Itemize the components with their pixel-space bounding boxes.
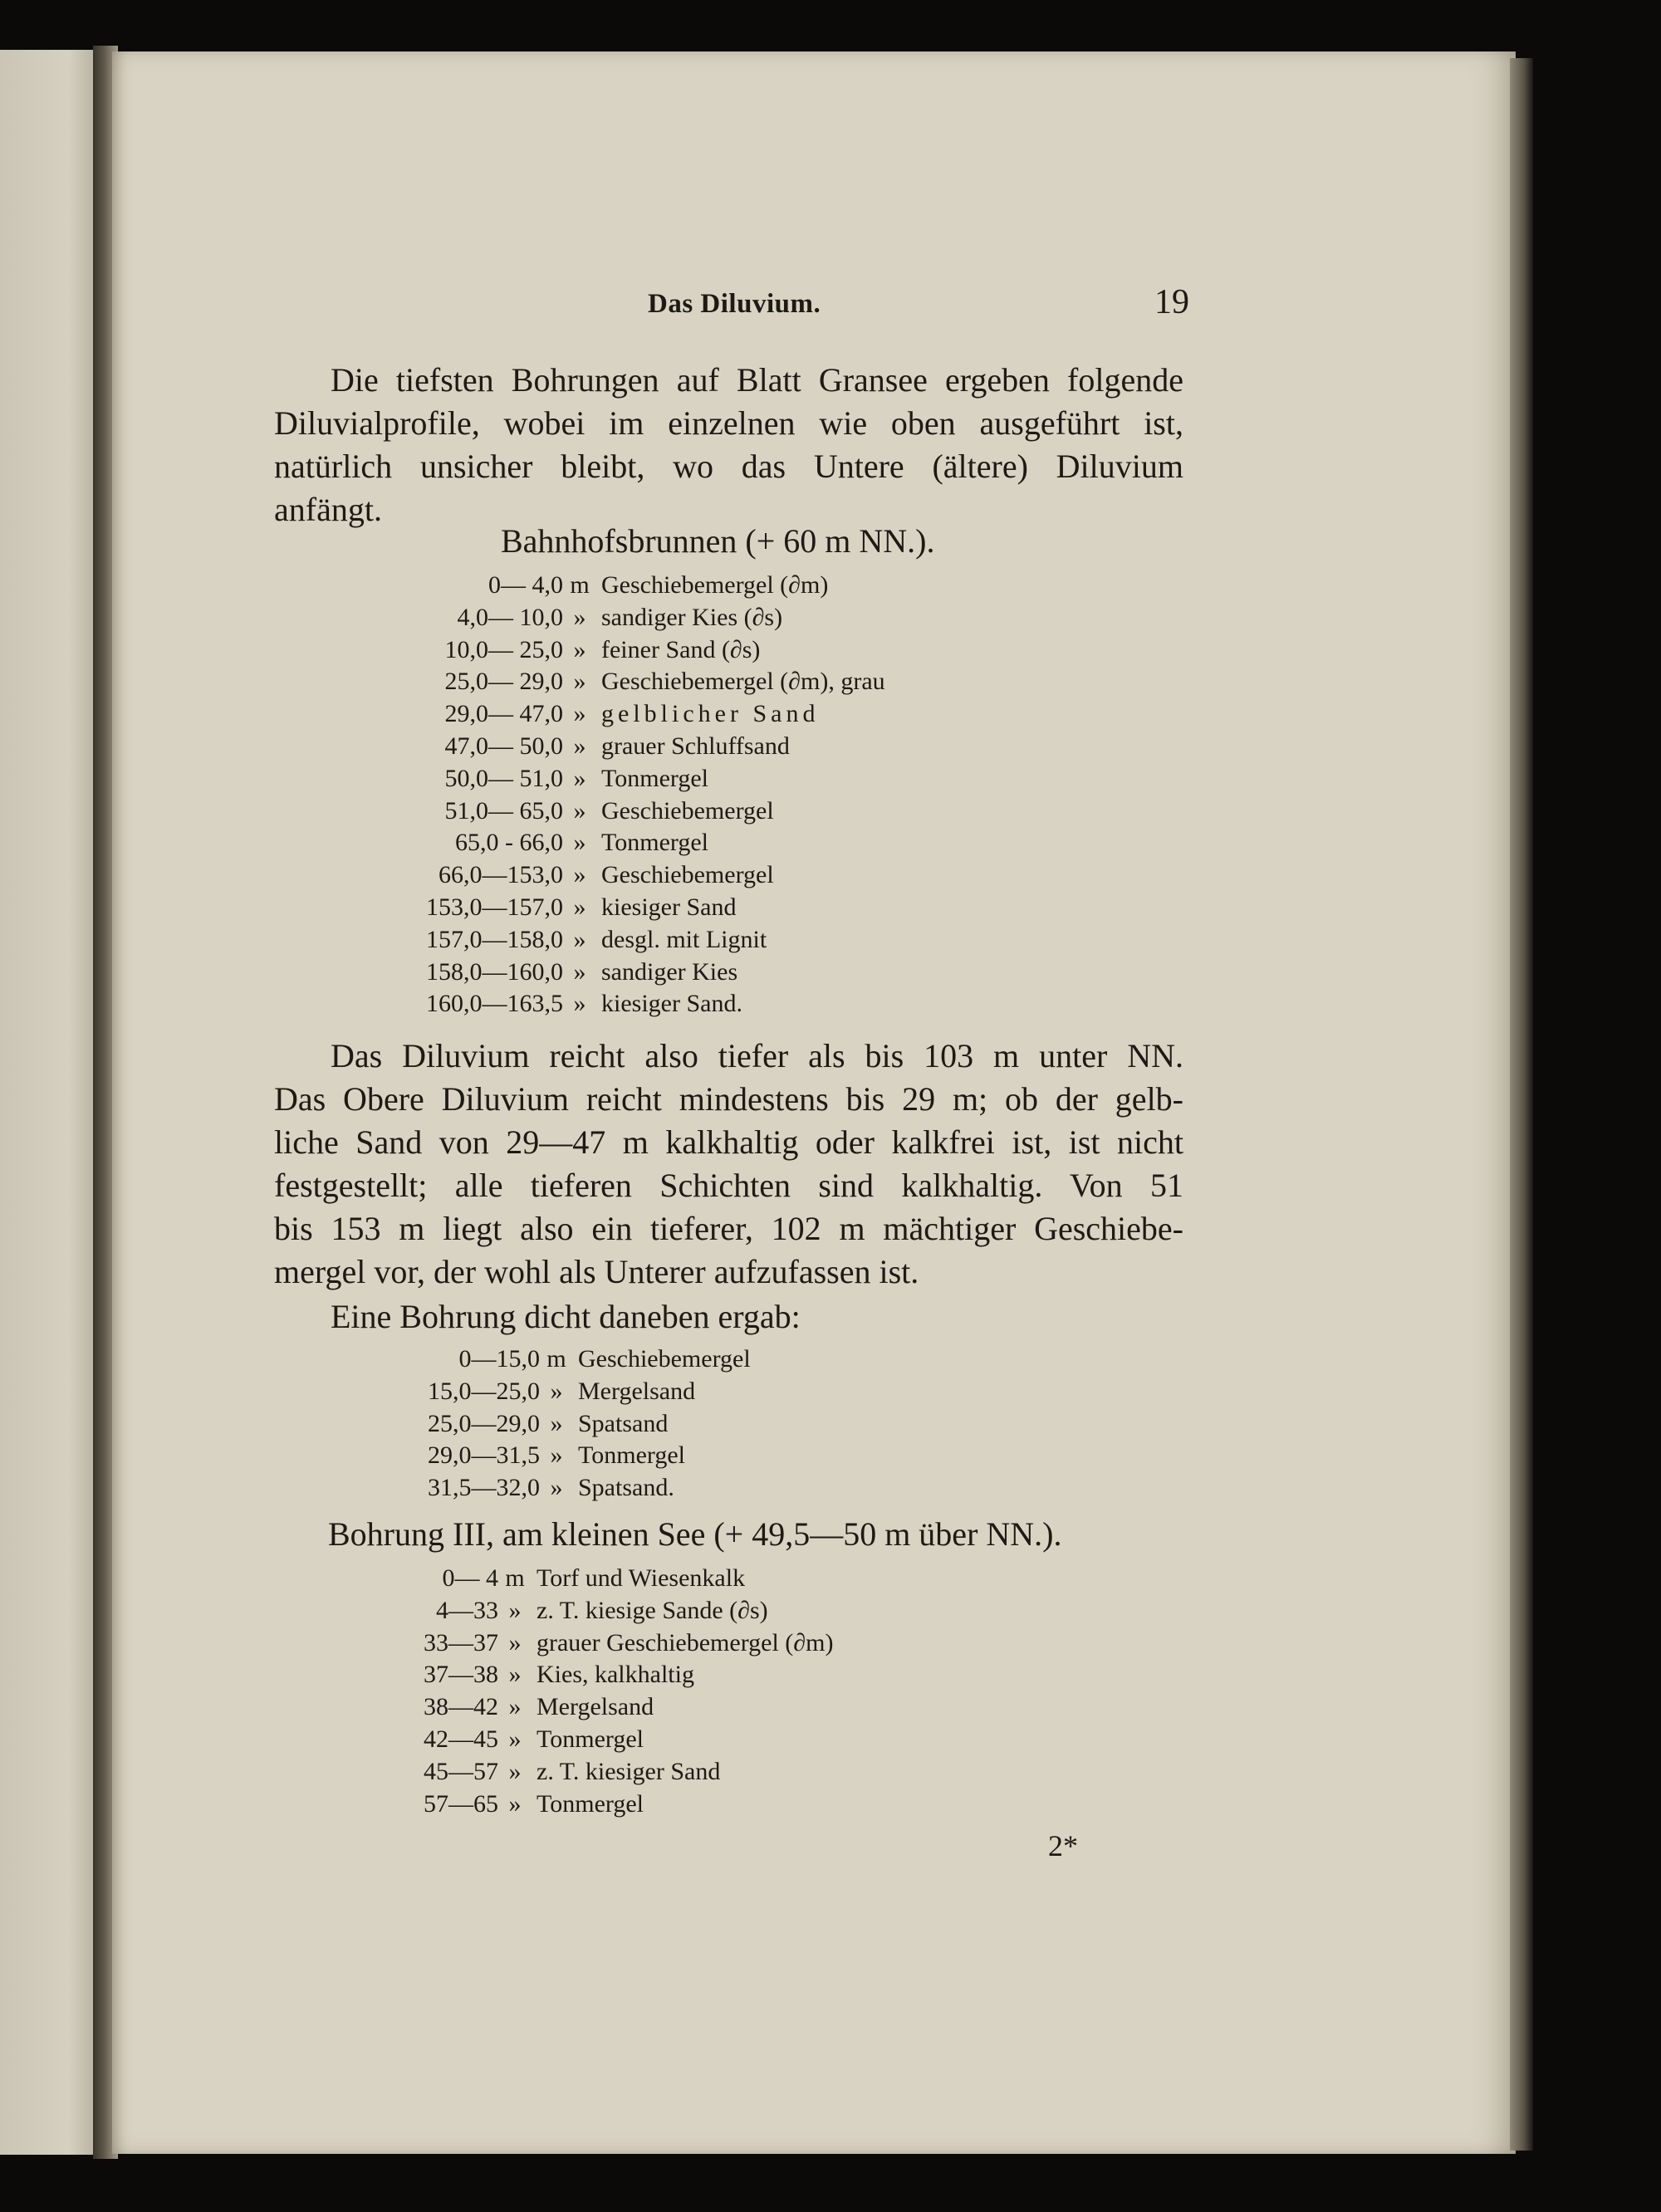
table-row: [397, 731, 885, 763]
body-paragraph: [274, 1035, 1183, 1294]
unit-cell: »: [573, 635, 586, 663]
unit-cell: »: [508, 1789, 522, 1818]
unit-cell: »: [573, 957, 586, 986]
description-cell: sandiger Kies: [601, 957, 738, 986]
unit-cell: »: [573, 732, 586, 760]
unit-cell: »: [573, 700, 586, 728]
depth-cell: 42—45: [424, 1725, 498, 1753]
table-row: [382, 1376, 751, 1408]
table-row: [397, 892, 885, 924]
table-row: [382, 1343, 751, 1376]
table-row: [397, 698, 885, 731]
profile-table-3: [390, 1563, 833, 1820]
unit-cell: »: [508, 1661, 522, 1689]
description-cell: kiesiger Sand.: [601, 990, 742, 1018]
text-line: bis 153 m liegt also ein tieferer, 102 m mächtiger Geschiebe-: [274, 1210, 1183, 1247]
unit-cell: m: [570, 571, 590, 599]
depth-cell: 47,0— 50,0: [444, 732, 563, 760]
unit-cell: »: [550, 1377, 563, 1405]
profile-heading: Eine Bohrung dicht daneben ergab:: [331, 1298, 801, 1335]
depth-cell: 158,0—160,0: [426, 957, 563, 986]
unit-cell: »: [573, 990, 586, 1018]
unit-cell: »: [550, 1441, 563, 1470]
signature-mark: 2*: [1048, 1829, 1078, 1862]
description-cell: Spatsand: [578, 1409, 669, 1437]
unit-cell: »: [573, 893, 586, 921]
depth-cell: 157,0—158,0: [426, 925, 563, 953]
depth-cell: 31,5—32,0: [428, 1474, 540, 1502]
description-cell: z. T. kiesiger Sand: [537, 1757, 721, 1785]
table-row: [397, 924, 885, 957]
description-cell: grauer Geschiebemergel (∂m): [537, 1628, 834, 1657]
description-cell: Tonmergel: [601, 829, 708, 857]
table-row: [390, 1724, 833, 1756]
table-row: [397, 634, 885, 667]
depth-cell: 160,0—163,5: [426, 990, 563, 1018]
running-head: Das Diluvium.: [648, 289, 821, 319]
table-row: [382, 1408, 751, 1441]
table-row: [397, 795, 885, 828]
unit-cell: »: [508, 1628, 522, 1657]
depth-cell: 51,0— 65,0: [444, 796, 563, 825]
profile-heading: Bohrung III, am kleinen See (+ 49,5—50 m über NN.).: [328, 1515, 1062, 1553]
description-cell: Tonmergel: [537, 1789, 644, 1818]
depth-cell: 15,0—25,0: [428, 1377, 540, 1405]
description-cell: gelblicher Sand: [601, 700, 820, 728]
text-line: anfängt.: [274, 491, 382, 528]
table-row: [397, 763, 885, 795]
table-row: [390, 1595, 833, 1627]
unit-cell: »: [573, 861, 586, 889]
depth-cell: 0— 4,0: [488, 571, 563, 599]
table-row: [382, 1440, 751, 1472]
description-cell: z. T. kiesige Sande (∂s): [537, 1596, 768, 1624]
depth-cell: 0—15,0: [458, 1345, 540, 1373]
depth-cell: 4,0— 10,0: [457, 603, 563, 631]
unit-cell: »: [573, 668, 586, 696]
table-row: [390, 1691, 833, 1724]
description-cell: Tonmergel: [578, 1441, 685, 1470]
text-line: festgestellt; alle tieferen Schichten sind kalkhaltig. Von 51: [274, 1167, 1183, 1204]
unit-cell: »: [550, 1474, 563, 1502]
table-row: [397, 988, 885, 1020]
text-line: mergel vor, der wohl als Unterer aufzufassen ist.: [274, 1253, 919, 1290]
unit-cell: »: [508, 1757, 522, 1785]
unit-cell: m: [505, 1564, 525, 1592]
table-row: [390, 1789, 833, 1821]
description-cell: Geschiebemergel (∂m), grau: [601, 668, 885, 696]
description-cell: sandiger Kies (∂s): [601, 603, 783, 631]
description-cell: Kies, kalkhaltig: [537, 1661, 694, 1689]
intro-paragraph: [274, 359, 1183, 531]
depth-cell: 50,0— 51,0: [444, 764, 563, 792]
table-row: [382, 1472, 751, 1505]
description-cell: Mergelsand: [537, 1693, 654, 1721]
table-row: [390, 1563, 833, 1595]
description-cell: feiner Sand (∂s): [601, 635, 761, 663]
description-cell: Tonmergel: [537, 1725, 644, 1753]
unit-cell: »: [573, 829, 586, 857]
description-cell: kiesiger Sand: [601, 893, 737, 921]
depth-cell: 33—37: [424, 1628, 498, 1657]
depth-cell: 66,0—153,0: [439, 861, 563, 889]
table-row: [390, 1627, 833, 1660]
page-fore-edge: [1510, 58, 1533, 2151]
unit-cell: »: [573, 925, 586, 953]
depth-cell: 57—65: [424, 1789, 498, 1818]
profile-table-1: [397, 570, 885, 1020]
text-line: Die tiefsten Bohrungen auf Blatt Gransee ergeben folgende: [331, 361, 1183, 399]
description-cell: Mergelsand: [578, 1377, 696, 1405]
description-cell: Geschiebemergel: [601, 861, 774, 889]
profile-table-2: [382, 1343, 751, 1505]
depth-cell: 25,0— 29,0: [444, 668, 563, 696]
depth-cell: 153,0—157,0: [426, 893, 563, 921]
text-line: liche Sand von 29—47 m kalkhaltig oder kalkfrei ist, ist nicht: [274, 1123, 1183, 1161]
table-row: [390, 1659, 833, 1691]
depth-cell: 29,0— 47,0: [444, 700, 563, 728]
unit-cell: »: [573, 796, 586, 825]
unit-cell: m: [546, 1345, 566, 1373]
description-cell: Geschiebemergel (∂m): [601, 571, 829, 599]
description-cell: grauer Schluffsand: [601, 732, 790, 760]
table-row: [397, 957, 885, 989]
unit-cell: »: [573, 764, 586, 792]
description-cell: Geschiebemergel: [578, 1345, 751, 1373]
left-page-edge: [0, 50, 98, 2155]
description-cell: Geschiebemergel: [601, 796, 774, 825]
page-number: 19: [1154, 283, 1189, 321]
description-cell: Spatsand.: [578, 1474, 674, 1502]
table-row: [397, 602, 885, 634]
unit-cell: »: [573, 603, 586, 631]
text-line: natürlich unsicher bleibt, wo das Untere (ältere) Diluvium: [274, 448, 1183, 485]
depth-cell: 10,0— 25,0: [444, 635, 563, 663]
text-line: Das Diluvium reicht also tiefer als bis 103 m unter NN.: [331, 1037, 1183, 1074]
unit-cell: »: [508, 1725, 522, 1753]
depth-cell: 37—38: [424, 1661, 498, 1689]
depth-cell: 45—57: [424, 1757, 498, 1785]
depth-cell: 29,0—31,5: [428, 1441, 540, 1470]
table-row: [397, 827, 885, 859]
depth-cell: 25,0—29,0: [428, 1409, 540, 1437]
table-row: [397, 570, 885, 602]
description-cell: Torf und Wiesenkalk: [537, 1564, 746, 1592]
unit-cell: »: [508, 1596, 522, 1624]
unit-cell: »: [508, 1693, 522, 1721]
text-line: Das Obere Diluvium reicht mindestens bis 29 m; ob der gelb-: [274, 1080, 1183, 1118]
depth-cell: 4—33: [436, 1596, 498, 1624]
depth-cell: 38—42: [424, 1693, 498, 1721]
depth-cell: 65,0 - 66,0: [455, 829, 563, 857]
table-row: [397, 859, 885, 892]
text-line: Diluvialprofile, wobei im einzelnen wie oben ausgeführt ist,: [274, 404, 1183, 442]
description-cell: Tonmergel: [601, 764, 708, 792]
profile-heading: Bahnhofsbrunnen (+ 60 m NN.).: [501, 522, 935, 560]
unit-cell: »: [550, 1409, 563, 1437]
description-cell: desgl. mit Lignit: [601, 925, 767, 953]
table-row: [397, 666, 885, 698]
depth-cell: 0— 4: [442, 1564, 498, 1592]
table-row: [390, 1756, 833, 1789]
